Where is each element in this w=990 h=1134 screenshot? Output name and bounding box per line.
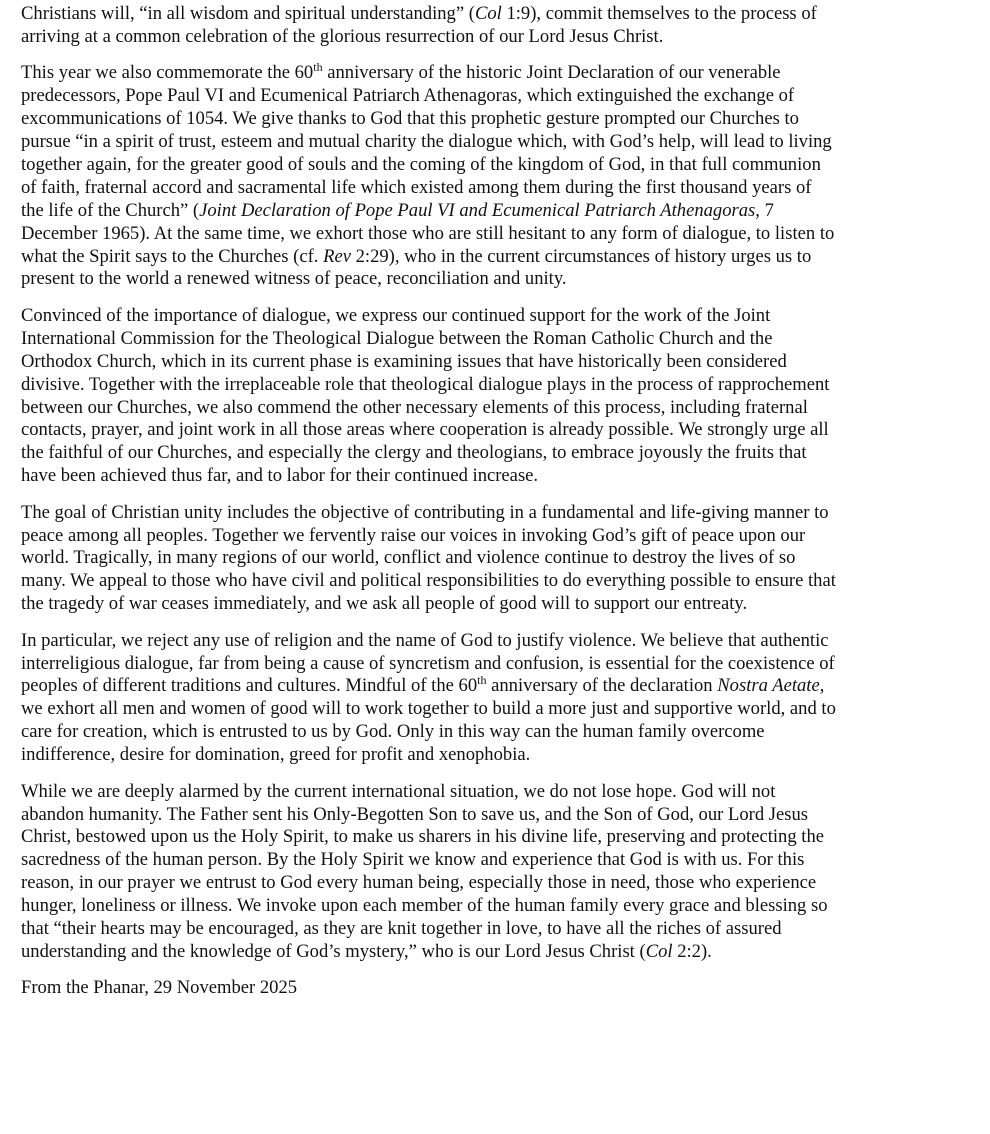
superscript: th [477, 673, 487, 688]
text-run: pursue “in a spirit of trust, esteem and mutual charity the dialogue which, with God’s help, will lead to living [21, 131, 832, 153]
superscript: th [313, 60, 323, 75]
text-line [21, 397, 951, 420]
text-run: abandon humanity. The Father sent his Only-Begotten Son to save us, and the Son of God, our Lord Jesus [21, 803, 809, 825]
text-run: 2:29), who in the current circumstances of history urges us to [350, 245, 812, 267]
text-line [21, 351, 951, 374]
text-run: , 7 [755, 199, 774, 221]
text-line [21, 525, 951, 548]
text-run: care for creation, which is entrusted to us by God. Only in this way can the human family overcome [21, 721, 765, 743]
text-line [21, 570, 951, 593]
text-line [21, 872, 951, 895]
text-line [21, 465, 951, 488]
text-run: In particular, we reject any use of religion and the name of God to justify violence. We believe that authentic [21, 629, 829, 651]
text-line [21, 918, 951, 941]
text-line [21, 721, 951, 744]
paragraph [21, 305, 951, 488]
text-run: While we are deeply alarmed by the current international situation, we do not lose hope. God will not [21, 780, 776, 802]
italic-text: Rev [323, 245, 351, 267]
text-run: hunger, loneliness or illness. We invoke upon each member of the human family every grace and blessing so [21, 895, 828, 917]
text-line [21, 698, 951, 721]
text-line [21, 547, 951, 570]
text-run: reason, in our prayer we entrust to God every human being, especially those in need, those who experience [21, 872, 817, 894]
text-run: Orthodox Church, which in its current phase is examining issues that have historically been considered [21, 350, 787, 372]
text-line [21, 593, 951, 616]
text-line [21, 442, 951, 465]
text-line [21, 849, 951, 872]
text-run: the tragedy of war ceases immediately, and we ask all people of good will to support our entreaty. [21, 593, 748, 615]
text-run: divisive. Together with the irreplaceable role that theological dialogue plays in the process of rapprochement [21, 373, 830, 395]
text-line [21, 108, 951, 131]
text-line [21, 675, 951, 698]
text-line [21, 653, 951, 676]
text-run: anniversary of the historic Joint Declaration of our venerable [322, 62, 781, 84]
italic-text: Col [474, 3, 502, 24]
text-run: contacts, prayer, and joint work in all those areas where cooperation is already possible. We strongly urge all [21, 419, 829, 441]
text-line [21, 374, 951, 397]
text-run: Convinced of the importance of dialogue, we express our continued support for the work of the Joint [21, 304, 771, 326]
text-run: the life of the Church” ( [21, 199, 200, 221]
text-line [21, 85, 951, 108]
paragraph [21, 3, 951, 49]
text-line [21, 26, 951, 49]
text-run: many. We appeal to those who have civil and political responsibilities to do everything possible to ensure that [21, 570, 836, 592]
text-run: predecessors, Pope Paul VI and Ecumenical Patriarch Athenagoras, which extinguished the exchange of [21, 85, 795, 107]
text-run: between our Churches, we also commend the other necessary elements of this process, including fraternal [21, 396, 808, 418]
text-line [21, 177, 951, 200]
text-line [21, 419, 951, 442]
text-run: we exhort all men and women of good will to work together to build a more just and supportive world, and to [21, 698, 836, 720]
text-run: excommunications of 1054. We give thanks to God that this prophetic gesture prompted our Churches to [21, 108, 799, 130]
text-line [21, 630, 951, 653]
text-run: sacredness of the human person. By the Holy Spirit we know and experience that God is with us. For this [21, 849, 805, 871]
italic-text: Nostra Aetate [717, 675, 820, 697]
text-line [21, 131, 951, 154]
text-run: International Commission for the Theological Dialogue between the Roman Catholic Church and the [21, 327, 773, 349]
text-run: the faithful of our Churches, and especially the clergy and theologians, to embrace joyously the fruits that [21, 442, 807, 464]
text-line [21, 3, 951, 26]
italic-text: Joint Declaration of Pope Paul VI and Ecumenical Patriarch Athenagoras [199, 199, 756, 221]
text-line [21, 223, 951, 246]
text-run: This year we also commemorate the 60 [21, 62, 314, 84]
text-line [21, 305, 951, 328]
paragraph [21, 62, 951, 291]
text-line [21, 502, 951, 525]
text-line [21, 826, 951, 849]
text-run: present to the world a renewed witness of peace, reconciliation and unity. [21, 268, 567, 290]
text-run: The goal of Christian unity includes the objective of contributing in a fundamental and life-giving manner to [21, 501, 829, 523]
text-run: understanding and the knowledge of God’s mystery,” who is our Lord Jesus Christ ( [21, 940, 646, 962]
text-run: indifference, desire for domination, greed for profit and xenophobia. [21, 744, 531, 766]
paragraph [21, 502, 951, 617]
text-run: December 1965). At the same time, we exhort those who are still hesitant to any form of dialogue, to listen to [21, 222, 835, 244]
text-line [21, 200, 951, 223]
text-run: world. Tragically, in many regions of our world, conflict and violence continue to destroy the lives of so [21, 547, 796, 569]
text-line [21, 328, 951, 351]
paragraph [21, 781, 951, 964]
text-line [21, 895, 951, 918]
document-text [21, 3, 951, 1014]
text-run: peace among all peoples. Together we fervently raise our voices in invoking God’s gift of peace upon our [21, 524, 806, 546]
text-line [21, 977, 951, 1000]
text-line [21, 781, 951, 804]
text-line [21, 62, 951, 85]
text-line [21, 804, 951, 827]
text-run: , [819, 675, 825, 697]
text-run: together again, for the greater good of souls and the coming of the kingdom of God, in that full communion [21, 153, 821, 175]
text-line [21, 154, 951, 177]
text-run: Christians will, “in all wisdom and spiritual understanding” ( [21, 3, 475, 24]
text-line [21, 744, 951, 767]
text-run: peoples of different traditions and cultures. Mindful of the 60 [21, 675, 478, 697]
paragraph [21, 977, 951, 1000]
text-line [21, 941, 951, 964]
paragraph [21, 630, 951, 767]
text-run: From the Phanar, 29 November 2025 [21, 977, 298, 999]
text-run: 1:9), commit themselves to the process of [501, 3, 817, 24]
text-run: anniversary of the declaration [486, 675, 718, 697]
text-line [21, 268, 951, 291]
text-run: interreligious dialogue, far from being a cause of syncretism and confusion, is essential for the coexistence of [21, 652, 835, 674]
text-run: that “their hearts may be encouraged, as they are knit together in love, to have all the riches of assured [21, 918, 782, 940]
text-line [21, 246, 951, 269]
text-run: what the Spirit says to the Churches (cf. [21, 245, 324, 267]
text-run: Christ, bestowed upon us the Holy Spirit, to make us sharers in his divine life, preserving and protecting the [21, 826, 825, 848]
text-run: 2:2). [672, 940, 712, 962]
text-run: arriving at a common celebration of the glorious resurrection of our Lord Jesus Christ. [21, 25, 664, 47]
text-run: have been achieved thus far, and to labor for their continued increase. [21, 465, 539, 487]
italic-text: Col [645, 940, 673, 962]
text-run: of faith, fraternal accord and sacramental life which existed among them during the first thousand years of [21, 176, 812, 198]
